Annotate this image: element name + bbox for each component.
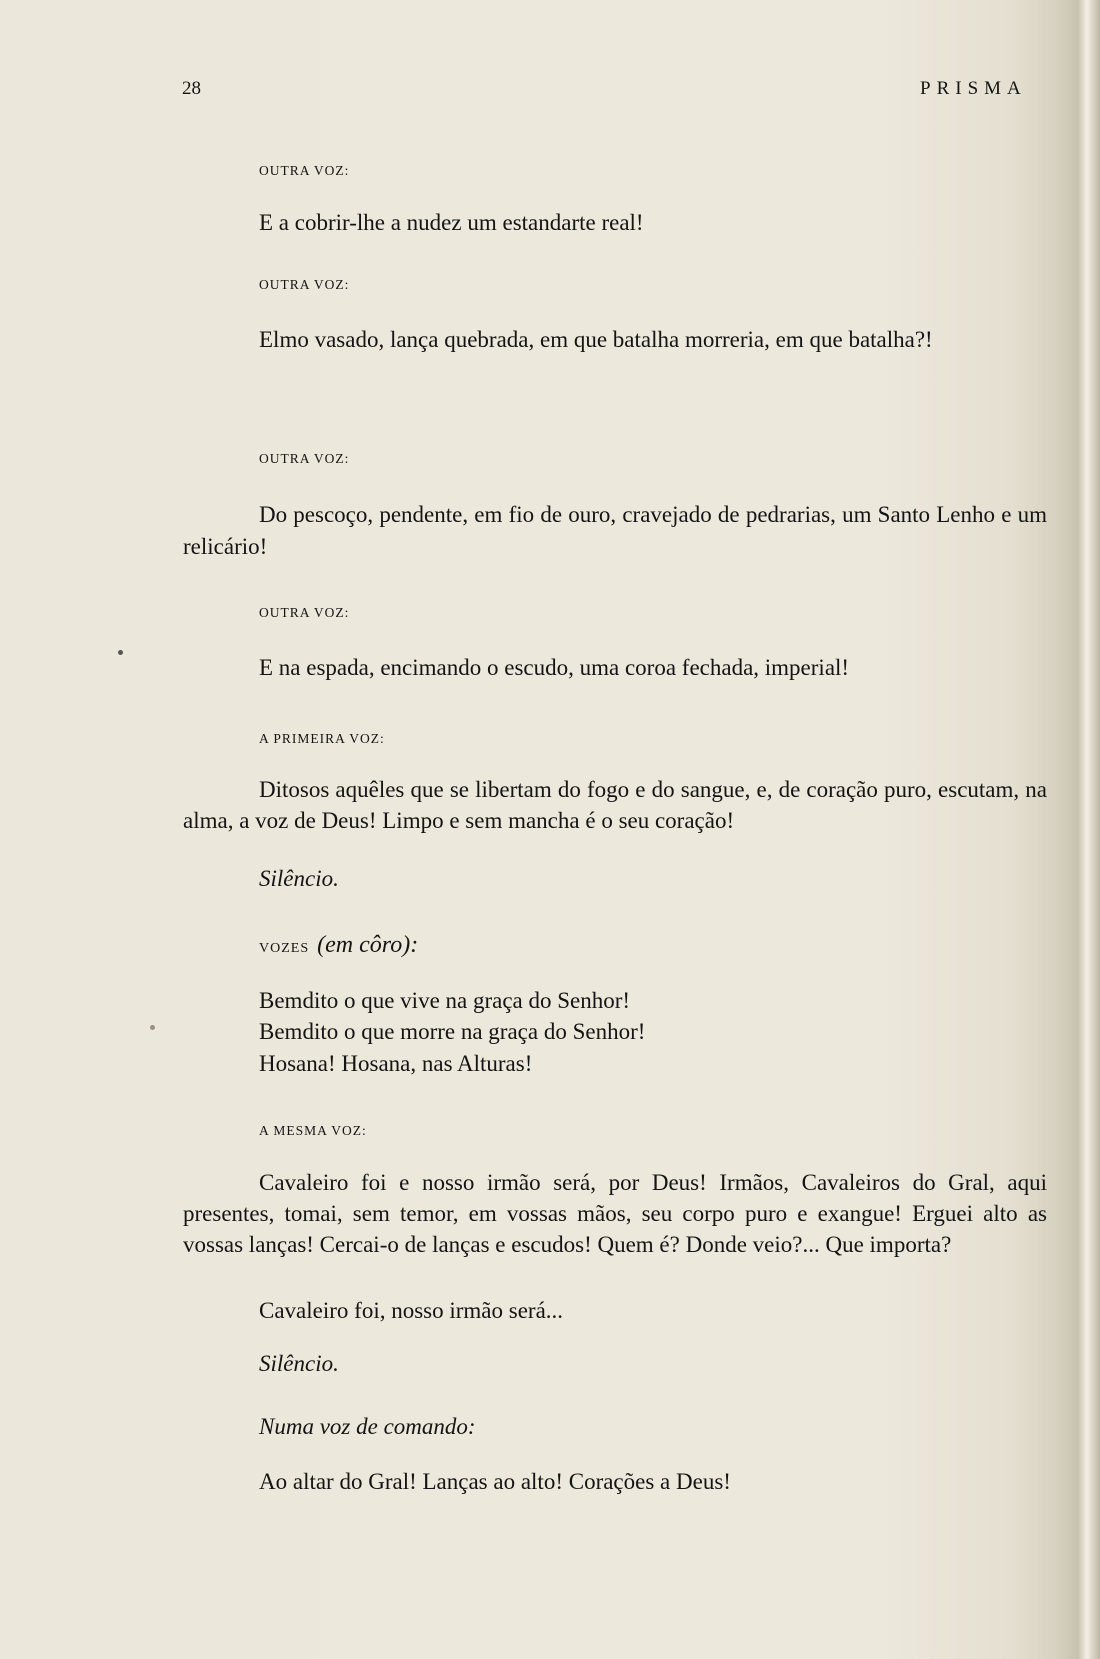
dialogue-paragraph: Do pescoço, pendente, em fio de ouro, cravejado de pedrarias, um Santo Lenho e um relicário! xyxy=(183,502,1047,559)
speaker-label: VOZES xyxy=(259,941,310,956)
ink-speck xyxy=(150,1025,155,1030)
speaker-label: OUTRA VOZ: xyxy=(259,163,350,178)
dialogue-paragraph: Elmo vasado, lança quebrada, em que batalha morreria, em que batalha?! xyxy=(259,327,933,352)
speaker-label: A MESMA VOZ: xyxy=(259,1123,367,1138)
dialogue-line: E na espada, encimando o escudo, uma coroa fechada, imperial! xyxy=(259,655,850,680)
dialogue-paragraph: Cavaleiro foi e nosso irmão será, por Deus! Irmãos, Cavaleiros do Gral, aqui presentes, tomai, sem temor, em vossas mãos, seu corpo puro e exangue! Erguei alto as vossas lanças! Cercai-o de lanças e escudos! Quem é? Donde veio?... Que importa? xyxy=(183,1170,1047,1257)
stage-direction: Silêncio. xyxy=(259,1351,339,1376)
page-number: 28 xyxy=(182,78,201,99)
speaker-label: OUTRA VOZ: xyxy=(259,605,350,620)
vozes-speaker xyxy=(259,932,418,959)
dialogue-line: Ao altar do Gral! Lanças ao alto! Corações a Deus! xyxy=(259,1469,731,1494)
chorus-line: Bemdito o que vive na graça do Senhor! xyxy=(259,988,631,1013)
ink-speck xyxy=(118,650,123,655)
dialogue-paragraph: Ditosos aquêles que se libertam do fogo e do sangue, e, de coração puro, escutam, na alma, a voz de Deus! Limpo e sem mancha é o seu coração! xyxy=(183,777,1047,833)
page-edge xyxy=(1078,0,1100,1659)
speaker-label: OUTRA VOZ: xyxy=(259,451,350,466)
running-title: PRISMA xyxy=(920,78,1027,99)
speaker-label: A PRIMEIRA VOZ: xyxy=(259,731,385,746)
stage-direction: Numa voz de comando: xyxy=(259,1414,476,1439)
stage-direction: (em côro): xyxy=(317,932,419,958)
chorus-line: Hosana! Hosana, nas Alturas! xyxy=(259,1051,533,1076)
dialogue-line: E a cobrir-lhe a nudez um estandarte real! xyxy=(259,210,644,235)
chorus-line: Bemdito o que morre na graça do Senhor! xyxy=(259,1019,646,1044)
speaker-label: OUTRA VOZ: xyxy=(259,277,350,292)
dialogue-line: Cavaleiro foi, nosso irmão será... xyxy=(259,1298,564,1323)
stage-direction: Silêncio. xyxy=(259,866,339,891)
